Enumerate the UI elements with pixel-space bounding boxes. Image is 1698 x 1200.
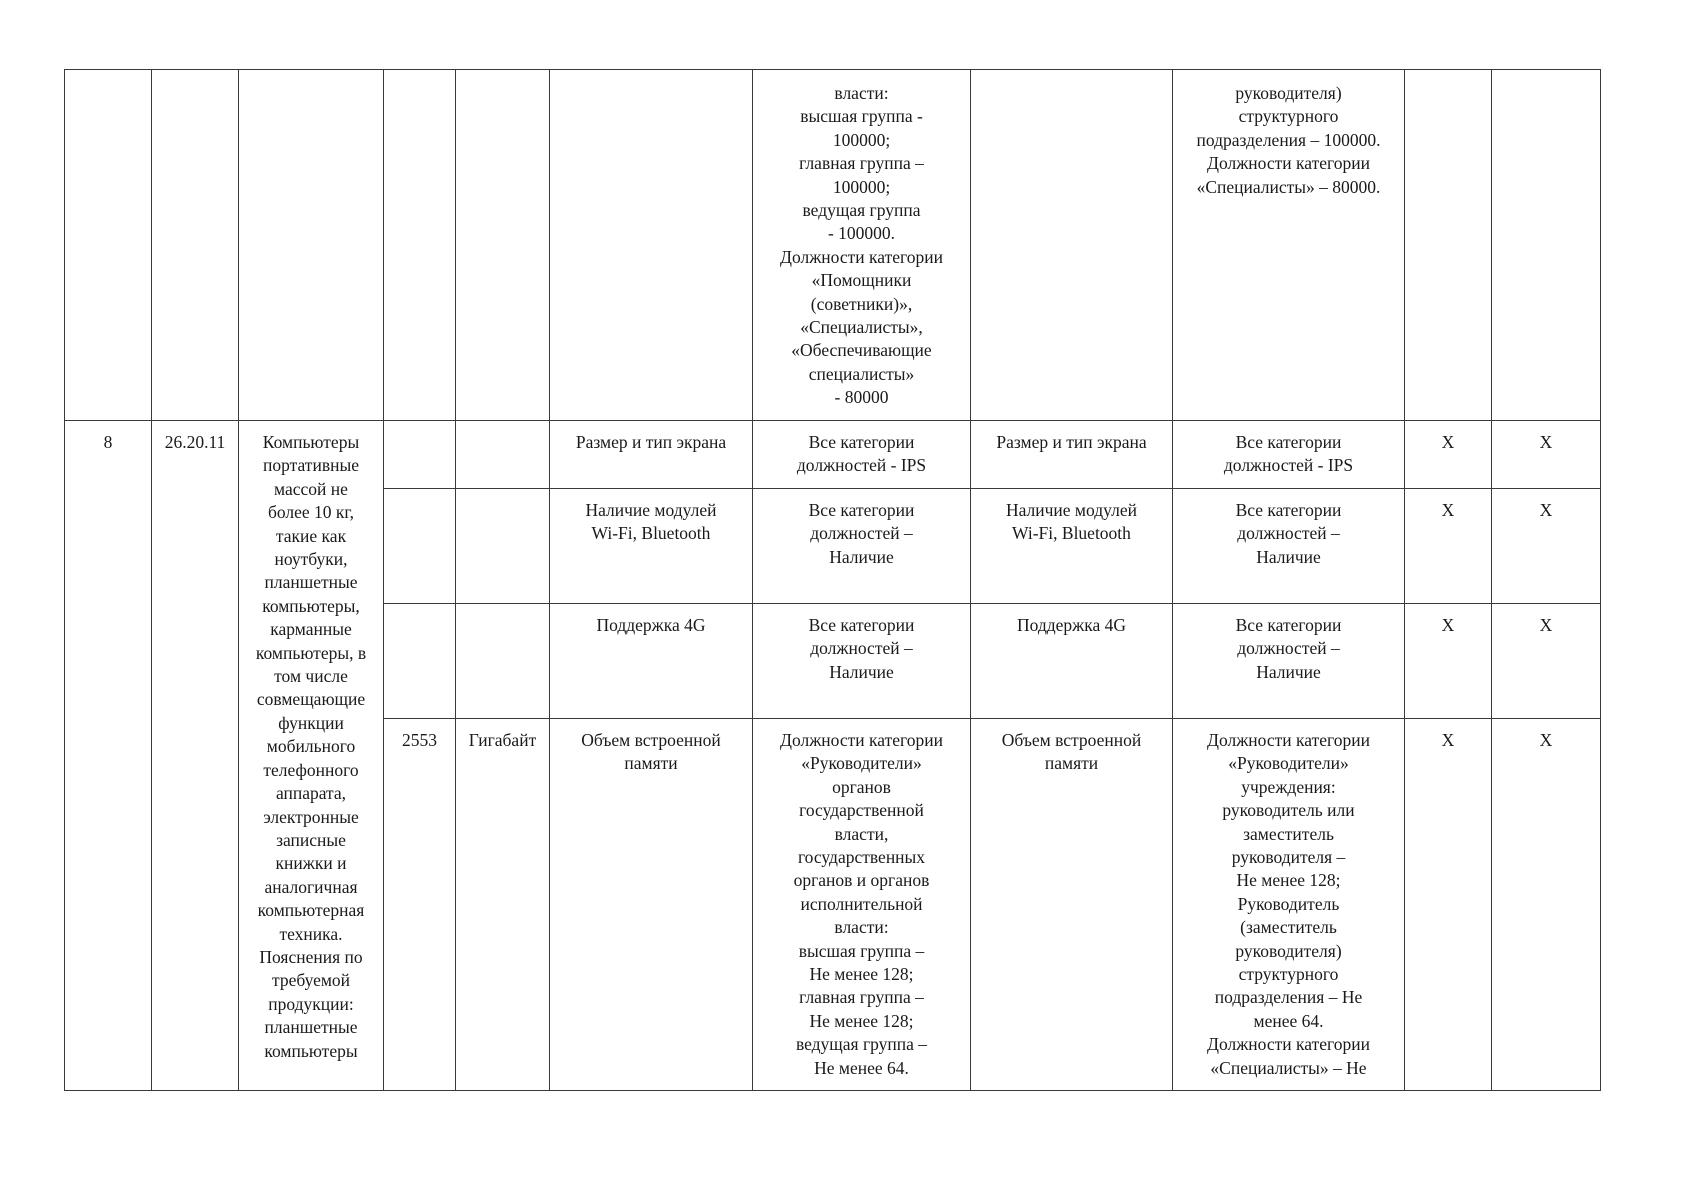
cell-characteristic-2: Наличие модулей Wi-Fi, Bluetooth [971,489,1173,604]
cell-characteristic-2: Объем встроенной памяти [971,719,1173,1091]
cell-mark-2: Х [1492,719,1601,1091]
cell-characteristic-2 [971,70,1173,421]
cell-unit [456,421,550,489]
item-number: 8 [65,421,152,1091]
table-row [65,70,1601,421]
cell-mark-2: Х [1492,421,1601,489]
cell-mark-2: Х [1492,604,1601,719]
cell-value: Все категории должностей – Наличие [753,489,971,604]
cell-characteristic-2: Поддержка 4G [971,604,1173,719]
cell-okei-code [384,489,456,604]
cell-unit [456,70,550,421]
cell-name [239,70,384,421]
cell-unit: Гигабайт [456,719,550,1091]
cell-value-2: Все категории должностей – Наличие [1173,489,1405,604]
cell-value: Все категории должностей – Наличие [753,604,971,719]
cell-number [65,70,152,421]
cell-characteristic: Объем встроенной памяти [550,719,753,1091]
cell-characteristic: Наличие модулей Wi-Fi, Bluetooth [550,489,753,604]
cell-mark-1: Х [1405,604,1492,719]
table-row [65,421,1601,489]
cell-value-2: руководителя) структурного подразделения – 100000. Должности категории «Специалисты» – 80000. [1173,70,1405,421]
cell-value-2: Все категории должностей - IPS [1173,421,1405,489]
cell-okei-code [384,421,456,489]
cell-okei-code: 2553 [384,719,456,1091]
cell-unit [456,489,550,604]
cell-code [152,70,239,421]
cell-characteristic: Размер и тип экрана [550,421,753,489]
cell-mark-1: Х [1405,421,1492,489]
cell-mark-2: Х [1492,489,1601,604]
cell-mark-1: Х [1405,489,1492,604]
requirements-table [64,69,1601,1091]
cell-value-2: Должности категории «Руководители» учреждения: руководитель или заместитель руководителя – Не менее 128; Руководитель (заместитель руководителя) структурного подразделения – Не менее 64. Должности категории «Специалисты» – Не [1173,719,1405,1091]
cell-characteristic-2: Размер и тип экрана [971,421,1173,489]
item-code: 26.20.11 [152,421,239,1091]
item-name: Компьютеры портативные массой не более 10 кг, такие как ноутбуки, планшетные компьютеры, карманные компьютеры, в том числе совмещающие функции мобильного телефонного аппарата, электронные записные книжки и аналогичная компьютерная техника. Пояснения по требуемой продукции: планшетные компьютеры [239,421,384,1091]
cell-value-2: Все категории должностей – Наличие [1173,604,1405,719]
cell-value: власти: высшая группа - 100000; главная группа – 100000; ведущая группа - 100000. Должности категории «Помощники (советники)», «Специалисты», «Обеспечивающие специалисты» - 80000 [753,70,971,421]
cell-characteristic: Поддержка 4G [550,604,753,719]
cell-mark-2 [1492,70,1601,421]
cell-mark-1: Х [1405,719,1492,1091]
cell-okei-code [384,604,456,719]
cell-value: Должности категории «Руководители» органов государственной власти, государственных органов и органов исполнительной власти: высшая группа – Не менее 128; главная группа – Не менее 128; ведущая группа – Не менее 64. [753,719,971,1091]
cell-okei-code [384,70,456,421]
cell-unit [456,604,550,719]
cell-value: Все категории должностей - IPS [753,421,971,489]
cell-characteristic [550,70,753,421]
cell-mark-1 [1405,70,1492,421]
